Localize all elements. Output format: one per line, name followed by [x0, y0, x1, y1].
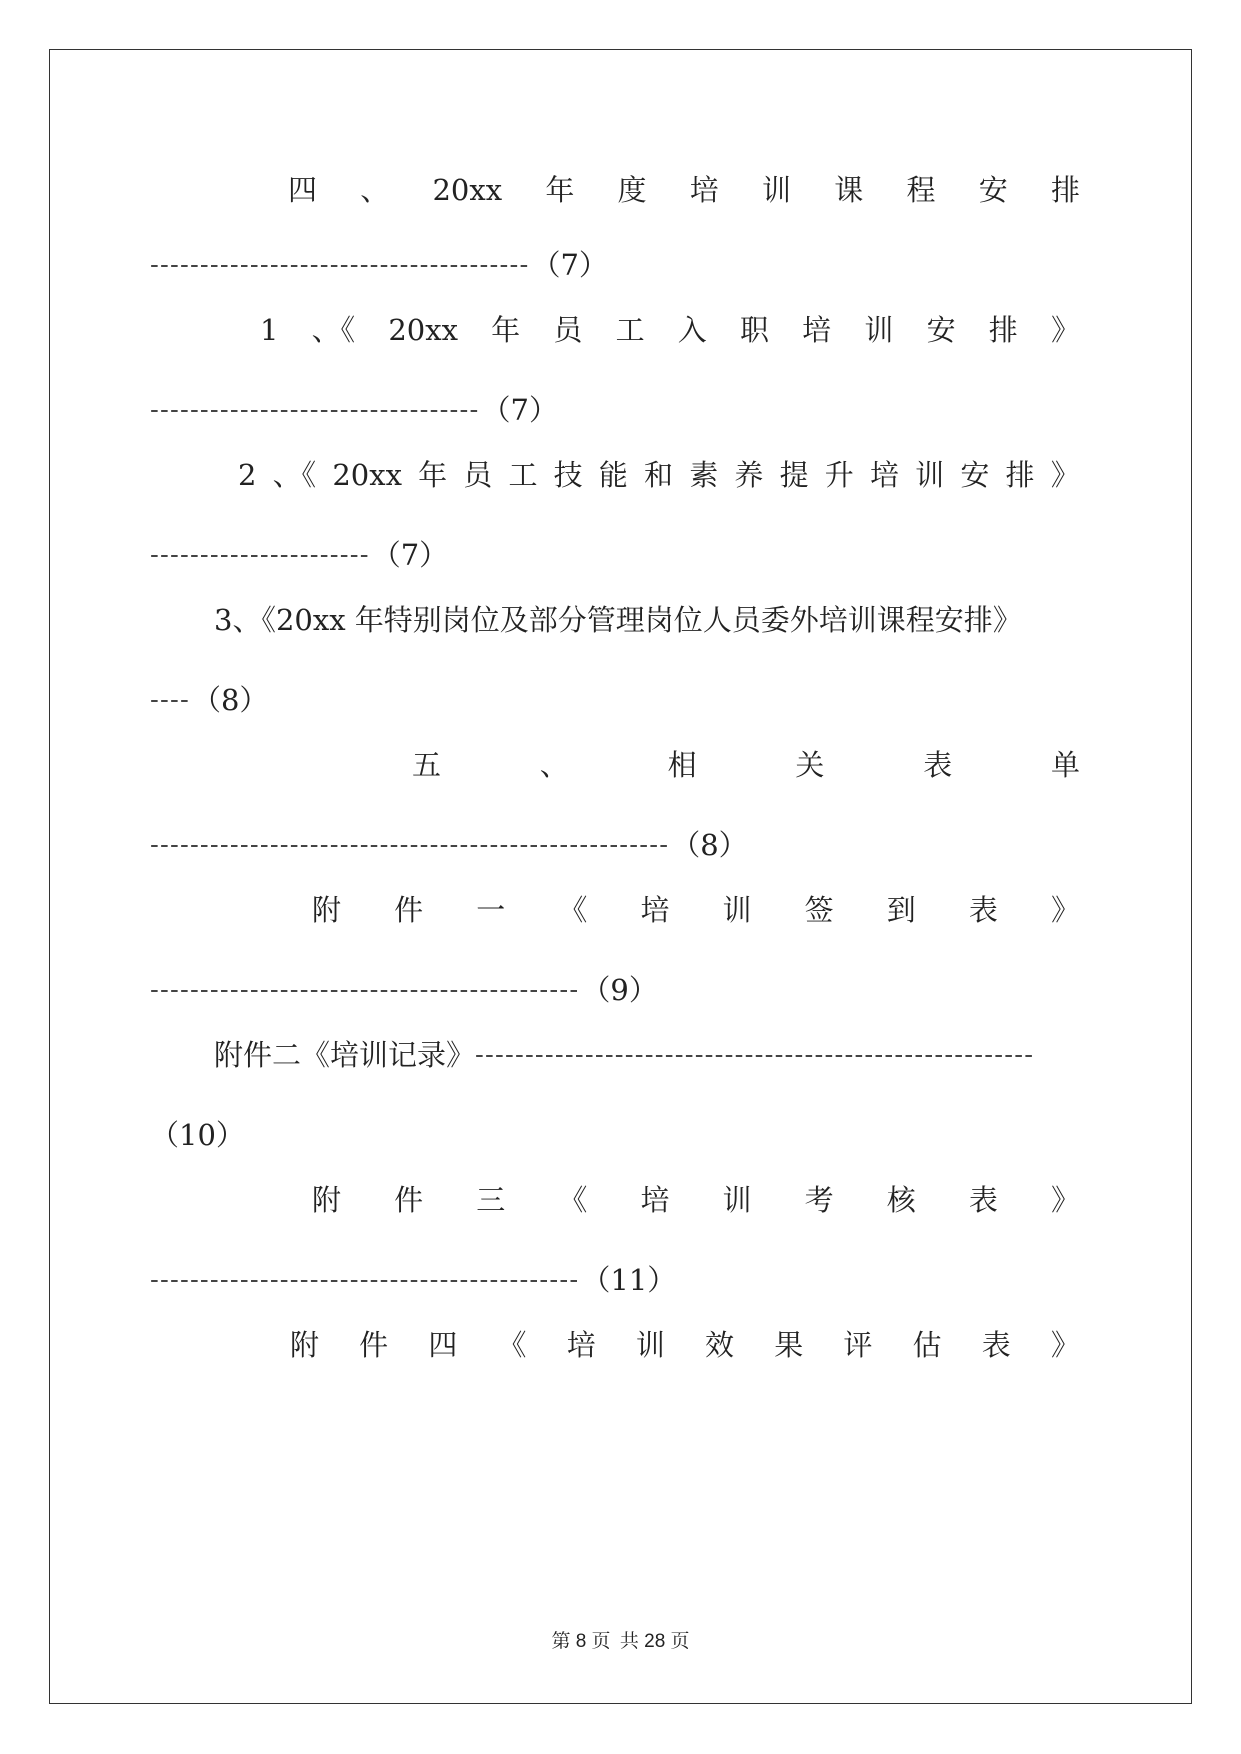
entry-token: 20xx: [432, 173, 503, 207]
entry-token: 签: [804, 893, 834, 927]
entry-token: 相: [667, 748, 697, 782]
entry-token: 职: [739, 313, 769, 347]
page-number-ref: （7）: [481, 393, 558, 427]
entry-token: 附: [312, 893, 342, 927]
toc-attachment-2-title: [150, 1035, 1080, 1075]
page-number-ref: （10）: [150, 1118, 245, 1152]
entry-token: 员: [553, 313, 583, 347]
entry-token: 》: [1050, 893, 1080, 927]
entry-token: 件: [394, 1183, 424, 1217]
entry-token: 一: [476, 893, 506, 927]
entry-token: 员: [463, 458, 493, 492]
page-number-ref: （8）: [671, 828, 748, 862]
entry-token: 考: [804, 1183, 834, 1217]
entry-token: 训: [722, 1183, 752, 1217]
toc-entry-4-title: [150, 170, 1080, 210]
entry-token: 年: [491, 313, 521, 347]
entry-token: 培: [802, 313, 832, 347]
entry-token: 《: [497, 1328, 527, 1362]
entry-token: 技: [553, 458, 583, 492]
entry-token: 效: [705, 1328, 735, 1362]
page-number-ref: （9）: [581, 973, 658, 1007]
entry-token: 《: [558, 893, 588, 927]
toc-entry-4-2-title: [150, 455, 1080, 495]
entry-token: 排: [1050, 173, 1080, 207]
toc-attachment-3-title: [150, 1180, 1080, 1220]
entry-token: 培: [640, 893, 670, 927]
entry-token: 和: [644, 458, 674, 492]
current-page-label: 第 8 页: [551, 1631, 611, 1652]
toc-entry-4-3-leader: [150, 680, 1080, 720]
entry-token: 20xx: [332, 458, 402, 492]
entry-token: 三: [476, 1183, 506, 1217]
entry-token: 训: [722, 893, 752, 927]
page-border: [49, 49, 1192, 1704]
dash-leader: ----------------------: [150, 540, 370, 570]
dash-leader: ---------------------------------: [150, 395, 480, 425]
entry-token: 估: [912, 1328, 942, 1362]
entry-token: 养: [734, 458, 764, 492]
toc-entry-4-1-title: [150, 310, 1080, 350]
entry-token: 训: [915, 458, 945, 492]
entry-token: 表: [968, 893, 998, 927]
dash-leader: -------------------------------------------: [150, 1265, 580, 1295]
entry-token: 素: [689, 458, 719, 492]
entry-token: 评: [843, 1328, 873, 1362]
dash-leader: --------------------------------------------------------: [475, 1040, 1035, 1070]
entry-token: 安: [960, 458, 990, 492]
entry-token: 2: [238, 458, 257, 492]
entry-token: 年: [418, 458, 448, 492]
toc-attachment-3-leader: [150, 1260, 1080, 1300]
entry-token: 训: [762, 173, 792, 207]
page-number-ref: （8）: [191, 683, 269, 717]
entry-token: 训: [864, 313, 894, 347]
page-number-ref: （7）: [371, 538, 449, 572]
entry-token: 培: [869, 458, 899, 492]
dash-leader: -------------------------------------------: [150, 975, 580, 1005]
toc-attachment-4-title: [150, 1325, 1080, 1365]
entry-token: 核: [886, 1183, 916, 1217]
entry-token: 、《: [311, 313, 356, 347]
entry-token: 表: [968, 1183, 998, 1217]
entry-token: 培: [689, 173, 719, 207]
toc-entry-5-leader: [150, 825, 1080, 865]
entry-token: 排: [988, 313, 1018, 347]
page-number-ref: （11）: [581, 1263, 677, 1297]
entry-text: 3、《20xx 年特别岗位及部分管理岗位人员委外培训课程安排》: [214, 603, 1022, 637]
page-footer: [0, 1626, 1241, 1653]
entry-token: 工: [508, 458, 538, 492]
entry-token: 、: [539, 748, 569, 782]
entry-token: 提: [779, 458, 809, 492]
entry-token: 培: [640, 1183, 670, 1217]
entry-token: 果: [774, 1328, 804, 1362]
entry-token: 关: [795, 748, 825, 782]
dash-leader: ----------------------------------------------------: [150, 830, 670, 860]
entry-token: 年: [545, 173, 575, 207]
entry-token: 排: [1005, 458, 1035, 492]
dash-leader: --------------------------------------: [150, 250, 530, 280]
toc-attachment-1-title: [150, 890, 1080, 930]
entry-token: 《: [558, 1183, 588, 1217]
toc-entry-4-leader: [150, 245, 1080, 285]
entry-token: 1: [260, 313, 279, 347]
entry-token: 到: [886, 893, 916, 927]
entry-token: 升: [824, 458, 854, 492]
entry-token: 工: [615, 313, 645, 347]
entry-token: 表: [981, 1328, 1011, 1362]
entry-token: 训: [635, 1328, 665, 1362]
entry-text: 附件二《培训记录》: [214, 1038, 476, 1072]
entry-token: 》: [1050, 1328, 1080, 1362]
page-number-ref: （7）: [531, 248, 608, 282]
toc-attachment-1-leader: [150, 970, 1080, 1010]
toc-entry-5-title: [150, 745, 1080, 785]
entry-token: 》: [1050, 313, 1080, 347]
entry-token: 、《: [272, 458, 317, 492]
entry-token: 单: [1050, 748, 1080, 782]
total-pages-label: 共 28 页: [619, 1631, 690, 1652]
dash-leader: ----: [150, 685, 190, 715]
entry-token: 培: [566, 1328, 596, 1362]
entry-token: 度: [617, 173, 647, 207]
entry-token: 附: [290, 1328, 320, 1362]
toc-entry-4-1-leader: [150, 390, 1080, 430]
entry-token: 四: [428, 1328, 458, 1362]
entry-token: 能: [598, 458, 628, 492]
toc-entry-4-2-leader: [150, 535, 1080, 575]
entry-token: 件: [359, 1328, 389, 1362]
toc-attachment-2-leader: [150, 1115, 1080, 1155]
entry-token: 四: [288, 173, 318, 207]
entry-token: 五: [412, 748, 442, 782]
entry-token: 表: [923, 748, 953, 782]
entry-token: 、: [360, 173, 390, 207]
entry-token: 件: [394, 893, 424, 927]
entry-token: 20xx: [388, 313, 458, 347]
entry-token: 入: [677, 313, 707, 347]
entry-token: 安: [978, 173, 1008, 207]
entry-token: 安: [926, 313, 956, 347]
entry-token: 》: [1050, 1183, 1080, 1217]
toc-entry-4-3-title: [150, 600, 1080, 640]
entry-token: 》: [1050, 458, 1080, 492]
entry-token: 程: [906, 173, 936, 207]
entry-token: 课: [834, 173, 864, 207]
entry-token: 附: [312, 1183, 342, 1217]
